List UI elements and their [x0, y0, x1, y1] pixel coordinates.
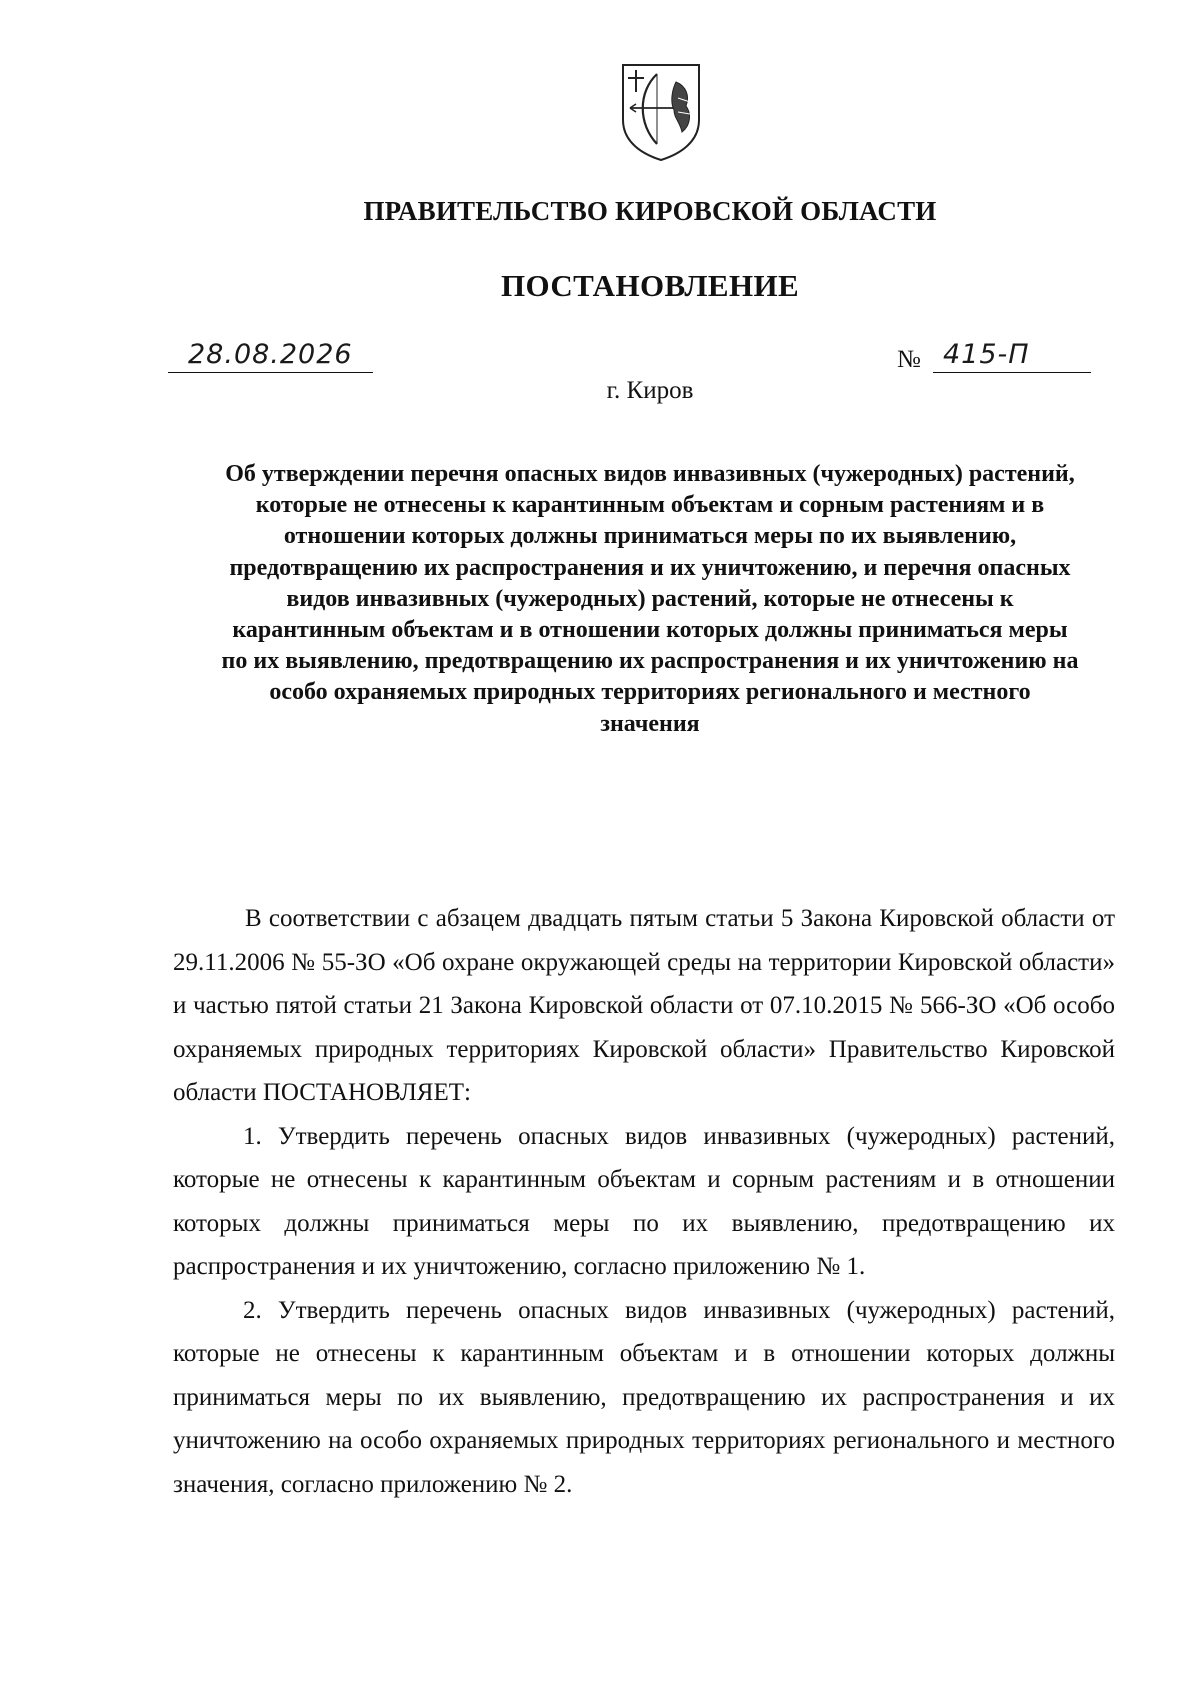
- date-value: 28.08.2026: [188, 339, 353, 370]
- document-number-field: [897, 339, 1097, 373]
- preamble-paragraph: В соответствии с абзацем двадцать пятым статьи 5 Закона Кировской области от 29.11.2006 № 55-ЗО «Об охране окружающей среды на территории Кировской области» и частью пятой статьи 21 Закона Кировской области от 07.10.2015 № 566-ЗО «Об особо охраняемых природных территориях Кировской области» Правительство Кировской области ПОСТАНОВЛЯЕТ:: [173, 905, 1115, 1106]
- city-label: г. Киров: [606, 377, 694, 404]
- item-1-paragraph: 1. Утвердить перечень опасных видов инвазивных (чужеродных) растений, которые не отнесены к карантинным объектам и сорным растениям и в отношении которых должны приниматься меры по их выявлению, предотвращению их распространения и их уничтожению, согласно приложению № 1.: [173, 1122, 1115, 1280]
- document-body: [173, 897, 1115, 1506]
- document-subject: Об утверждении перечня опасных видов инвазивных (чужеродных) растений, которые не отнесены к карантинным объектам и сорным растениям и в отношении которых должны приниматься меры по их выявлению, предотвращению их распространения и их уничтожению, и перечня опасных видов инвазивных (чужеродных) растений, которые не отнесены к карантинным объектам и в отношении которых должны приниматься меры по их выявлению, предотвращению их распространения и их уничтожению на особо охраняемых природных территориях регионального и местного значения: [221, 461, 1079, 737]
- number-sign: №: [897, 346, 921, 373]
- date-field: [168, 339, 373, 373]
- coat-of-arms-icon: [620, 62, 702, 162]
- organization-title: ПРАВИТЕЛЬСТВО КИРОВСКОЙ ОБЛАСТИ: [363, 196, 937, 226]
- number-underline: [933, 339, 1091, 373]
- item-2-paragraph: 2. Утвердить перечень опасных видов инвазивных (чужеродных) растений, которые не отнесены к карантинным объектам и в отношении которых должны приниматься меры по их выявлению, предотвращению их распространения и их уничтожению на особо охраняемых природных территориях регионального и местного значения, согласно приложению № 2.: [173, 1296, 1115, 1498]
- document-type-heading: ПОСТАНОВЛЕНИЕ: [500, 268, 800, 303]
- document-number-value: 415-П: [943, 339, 1030, 370]
